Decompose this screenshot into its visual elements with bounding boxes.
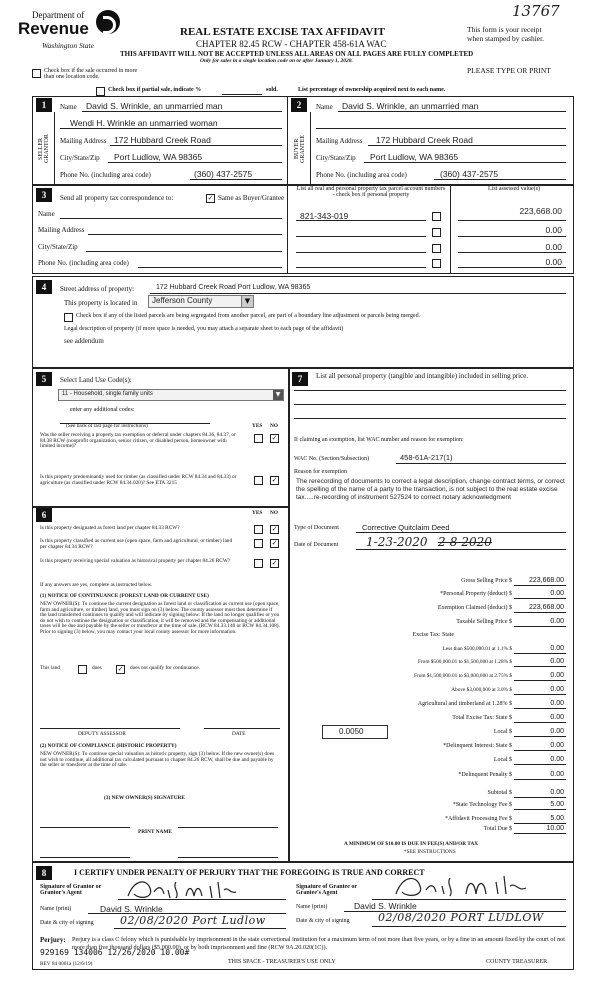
buyer-phone[interactable]: (360) 437-2575 [440,169,499,179]
percentage-note: List percentage of ownership acquired next to each name. [298,87,446,93]
local-rate-box[interactable] [322,725,388,739]
seller-name-1[interactable]: David S. Wrinkle, an unmarried man [86,101,223,111]
form-chapter: CHAPTER 82.45 RCW - CHAPTER 458-61A WAC [196,39,387,49]
form-warning: THIS AFFIDAVIT WILL NOT BE ACCEPTED UNLESS ALL AREAS ON ALL PAGES ARE FULLY COMPLETED [120,50,474,58]
parcel-2-personal-checkbox[interactable] [432,228,441,237]
personal-property-line-2[interactable] [294,404,566,405]
grantee-name-label: Name (print) [296,904,328,910]
buyer-grantee-label: BUYER GRANTEE [294,135,306,163]
same-as-buyer-label: Same as Buyer/Grantee [218,194,285,202]
partial-sale-percent-field[interactable] [222,94,262,95]
personal-property-label: List all personal property (tangible and intangible) included in selling price. [316,372,529,380]
this-land-label: This land [40,665,60,671]
chevron-down-icon: ▼ [273,390,283,400]
multiple-locations-checkbox[interactable] [32,69,41,78]
row-value[interactable]: 0.00 [550,771,564,778]
seller-grantor-label: SELLER GRANTOR [38,134,50,164]
parcel-value-4[interactable]: 0.00 [545,257,562,267]
sec5-q2-yes-checkbox[interactable] [254,476,263,485]
parcel-number-1[interactable]: 821-343-019 [300,211,349,221]
street-address-label: Street address of property: [60,285,135,293]
row-value[interactable]: 223,668.00 [528,604,564,611]
seller-phone-label: Phone No. (including area code) [60,171,151,179]
partial-sale-label: Check box if partial sale, indicate % [108,87,202,93]
section-8-number: 8 [36,866,52,880]
notice-compliance-text: NEW OWNER(S): To continue special valuation as historic property, sign (3) below. If the new owner(s) does not wish to continue, all additional tax calculated pursuant to chapter 84.26 RCW, shall be due and payable by the seller or transferor at the time of sale. [40,751,275,769]
seller-address[interactable]: 172 Hubbard Creek Road [114,135,211,145]
see-instructions-note: *SEE INSTRUCTIONS [404,849,456,855]
doc-type-label: Type of Document [294,525,339,531]
same-as-buyer-checkbox[interactable]: ✓ [207,194,214,202]
receipt-note-1: This form is your receipt [467,25,542,34]
form-title: REAL ESTATE EXCISE TAX AFFIDAVIT [180,26,385,38]
row-label: Local $ [493,757,512,763]
parcel-value-2[interactable]: 0.00 [545,225,562,235]
buyer-address-label: Mailing Address [316,137,363,145]
treasurer-receipt-stamp: 929169 134006 12/26/2020 10.00# [40,948,190,957]
grantor-name-label: Name (print) [40,906,72,912]
row-label: From $1,500,000.01 to $3,000,000 at 2.75% $ [414,673,512,679]
deputy-date-label: DATE [232,731,246,737]
rev-form-number: REV 84 0001a (12/6/19) [40,961,93,967]
minimum-fee-note: A MINIMUM OF $10.00 IS DUE IN FEE(S) AND/OR TAX [344,841,479,847]
row-label: Less than $500,000.01 at 1.1% $ [442,646,512,652]
grantor-date-city[interactable]: 02/08/2020 Port Ludlow [120,914,266,927]
buyer-name-1[interactable]: David S. Wrinkle, an unmarried man [342,101,479,111]
seller-address-label: Mailing Address [60,137,107,145]
segregated-checkbox[interactable] [64,313,73,322]
row-value[interactable]: 0.00 [550,618,564,625]
parcel-4-personal-checkbox[interactable] [432,259,441,268]
parcel-value-3[interactable]: 0.00 [545,242,562,252]
sec6-question-1: Is this property designated as forest land per chapter 84.33 RCW? [40,525,180,531]
notice-continuance-text: NEW OWNER(S): To continue the current designation as forest land or classification as current use (open space, farm and agriculture, or timber) land, you must sign on (3) below. The county assessor must then determine if the land transferred continues to qualify and will indicate by signing below. If the land no longer qualifies or you do not wish to continue the designation or classification, it will be removed and the compensating or additional taxes will be due and payable by the seller or transferor at the time of sale. (RCW 84.33.140 or RCW 84.34.108). Prior to signing (3) below, you may contact your local county assessor for more information. [40,601,280,635]
certify-statement: I CERTIFY UNDER PENALTY OF PERJURY THAT THE FOREGOING IS TRUE AND CORRECT [74,868,425,877]
property-street-address[interactable]: 172 Hubbard Creek Road Port Ludlow, WA 98365 [156,284,311,291]
sec5-q1-no-checkbox[interactable]: ✓ [271,434,278,442]
grantor-date-label: Date & city of signing [40,920,94,926]
row-label: *Delinquent Penalty $ [458,772,512,778]
buyer-name-label: Name [316,103,333,111]
row-value[interactable]: 10.00 [546,825,564,832]
multiple-locations-label: Check box if the sale occurred in more than one location code. [44,68,138,81]
grantee-signature-label: Signature of Grantee or Grantee's Agent [296,884,357,897]
row-value[interactable]: 0.00 [550,645,564,652]
row-label: Total Excise Tax: State $ [452,715,512,721]
row-label: Local $ [493,729,512,735]
row-label: From $500,000.01 to $1,500,000 at 1.28% $ [417,659,512,665]
notice-compliance-title: (2) NOTICE OF COMPLIANCE (HISTORIC PROPERTY) [40,743,177,749]
row-label: *Affidavit Processing Fee $ [444,816,512,822]
sec5-no-header: NO [270,423,278,429]
deputy-assessor-label: DEPUTY ASSESSOR [78,731,126,737]
type-or-print: PLEASE TYPE OR PRINT [467,66,551,75]
partial-sale-checkbox[interactable] [96,87,105,96]
new-owner-signature-label: (3) NEW OWNER(S) SIGNATURE [104,795,185,801]
sec6-question-3: Is this property receiving special valuation as historical property per chapter 84.26 RCW? [40,558,231,564]
segregated-label: Check box if any of the listed parcels are being segregated from another parcel, are part of a boundary line adjustment or parcels being merged. [76,313,421,319]
print-name-label: PRINT NAME [138,829,172,835]
sec5-yes-header: YES [252,423,263,429]
form-only-for: Only for sales in a single location code on or after January 1, 2020. [200,58,353,64]
legal-description-label: Legal description of property (if more space is needed, you may attach a separate sheet to each page of the affidavit) [64,326,344,332]
personal-property-line-3[interactable] [294,418,566,419]
row-value[interactable]: 0.00 [550,728,564,735]
row-value[interactable]: 0.00 [550,686,564,693]
row-label: Excise Tax: State [412,632,454,638]
row-value[interactable]: 0.00 [550,658,564,665]
assessed-header: List assessed value(s) [488,186,540,192]
sec6-q1-no-checkbox[interactable]: ✓ [271,525,278,533]
sec6-no-header: NO [270,510,278,516]
section-3-number: 3 [36,188,52,202]
treasurer-use-note: THIS SPACE - TREASURER'S USE ONLY [228,959,336,965]
local-rate-value: 0.0050 [339,727,364,736]
row-label: *State Technology Fee $ [452,802,512,808]
section-6-number: 6 [36,508,52,522]
sec5-question-2: Is this property predominantly used for timber (as classified under RCW 84.34 and 84.33) or agriculture (as classified under RCW 84.34.020)? See ETA 3215 [40,474,237,486]
new-owner-signature-line-1[interactable] [40,827,130,828]
grantee-print-name[interactable]: David S. Wrinkle [354,901,417,911]
row-value[interactable]: 0.00 [550,672,564,679]
additional-codes-label: enter any additional codes: [70,407,135,413]
sec6-yes-header: YES [252,510,263,516]
handwritten-stamp-number: 13767 [512,2,560,20]
sec6-q1-yes-checkbox[interactable] [254,525,263,534]
section-7-number: 7 [292,372,308,386]
row-label: Above $3,000,000 at 3.0% $ [451,687,512,693]
wac-number[interactable]: 458-61A-217(1) [400,453,453,462]
row-label: Taxable Selling Price $ [456,619,512,625]
buyer-city[interactable]: Port Ludlow, WA 98365 [370,152,459,162]
grantor-signature-label: Signature of Grantor or Grantor's Agent [40,884,102,897]
wac-label: WAC No. (Section/Subsection) [294,456,370,462]
row-label: Subtotal $ [487,790,512,796]
sec6-q2-no-checkbox[interactable]: ✓ [271,539,278,547]
print-name-line-1[interactable] [40,857,130,858]
county-select-value: Jefferson County [152,296,213,305]
section-4-number: 4 [36,280,52,294]
row-value[interactable]: 0.00 [550,714,564,721]
sec5-q2-no-checkbox[interactable]: ✓ [271,476,278,484]
doc-date-struck: 2-8-2020 [438,535,492,549]
deputy-assessor-line[interactable] [40,728,180,729]
seller-city-label: City/State/Zip [60,154,100,162]
grantee-date-city[interactable]: 02/08/2020 PORT LUDLOW [378,911,544,924]
receipt-note-2: when stamped by cashier. [467,34,545,43]
doc-date-label: Date of Document [294,542,339,548]
sec5-q1-yes-checkbox[interactable] [254,434,263,443]
row-value[interactable]: 0.00 [550,700,564,707]
row-label: Gross Selling Price $ [461,578,512,584]
correspondence-address-label: Mailing Address [38,226,85,234]
send-correspondence-label: Send all property tax correspondence to: [60,194,174,202]
correspondence-phone-label: Phone No. (including area code) [38,259,129,267]
row-value[interactable]: 223,668.00 [528,577,564,584]
seller-city[interactable]: Port Ludlow, WA 98365 [114,152,203,162]
chevron-down-icon: ▼ [241,296,253,307]
section-2-number: 2 [291,98,307,112]
doc-date[interactable]: 1-23-2020 [366,535,428,549]
notice-continuance-title: (1) NOTICE OF CONTINUANCE (FOREST LAND OR CURRENT USE) [40,593,209,599]
row-value[interactable]: 0.00 [550,742,564,749]
parcel-value-1[interactable]: 223,668.00 [519,206,562,216]
grantee-date-label: Date & city of signing [296,918,350,924]
row-value[interactable]: 5.00 [550,815,564,822]
sec6-q2-yes-checkbox[interactable] [254,539,263,548]
grantor-signature[interactable] [124,876,274,902]
land-use-label: Select Land Use Code(s): [60,376,132,384]
grantee-signature[interactable] [392,872,552,900]
land-does-not-checkbox[interactable]: ✓ [117,665,124,673]
perjury-label: Perjury: [40,936,66,944]
row-value[interactable]: 0.00 [550,756,564,763]
row-label: Exemption Claimed (deduct) $ [437,605,512,611]
sec5-question-1: Was the seller receiving a property tax exemption or deferral under chapters 84.36, 84.37, or 84.38 RCW (nonprofit organization, senior citizen, or disabled person, homeowner with limited income)? [40,432,236,450]
print-name-line-2[interactable] [178,857,278,858]
seller-name-label: Name [60,103,77,111]
buyer-phone-label: Phone No. (including area code) [316,171,407,179]
deputy-date-line[interactable] [204,728,280,729]
doc-type[interactable]: Corrective Quitclaim Deed [362,523,450,532]
county-treasurer-label: COUNTY TREASURER [486,959,548,965]
perjury-statement: Perjury is a class C felony which is punishable by imprisonment in the state correctional institution for a maximum term of not more than five years, or by a fine in an amount fixed by the court of not more than five thousand dollars ($5,000.00), or by both imprisonment and fine (RCW 9A.20.020(1C)). [72,936,565,951]
sec6-q3-no-checkbox[interactable]: ✓ [271,559,278,567]
land-does-checkbox[interactable] [78,665,87,674]
parcel-3-personal-checkbox[interactable] [432,244,441,253]
row-label: *Personal Property (deduct) $ [440,591,512,597]
row-label: *Delinquent Interest: State $ [443,743,512,749]
buyer-address[interactable]: 172 Hubbard Creek Road [376,135,473,145]
new-owner-signature-line-2[interactable] [178,827,278,828]
row-value[interactable]: 0.00 [550,789,564,796]
row-value[interactable]: 0.00 [550,590,564,597]
section-1-number: 1 [36,98,52,112]
parcel-header: List all real and personal property tax parcel account numbers - check box if personal property [296,186,446,199]
revenue-logo-mark-icon [96,10,120,34]
row-label: Total Due $ [483,826,512,832]
correspondence-name-label: Name [38,210,55,218]
parcel-1-personal-checkbox[interactable] [432,212,441,221]
exemption-reason[interactable]: The rerecording of documents to correct a legal description, change contract terms, or correct the spelling of the name of a party to the transaction, is not subject to the real estate excise tax.....re-recording of instrument 527524 to correct notary acknowledgment [296,478,565,501]
if-yes-note: If any answers are yes, complete as instructed below. [40,582,153,588]
row-value[interactable]: 5.00 [550,801,564,808]
land-use-select-value: 11 - Household, single family units [62,391,153,397]
section-5-number: 5 [36,372,52,386]
sec6-q3-yes-checkbox[interactable] [254,559,263,568]
county-select[interactable] [148,295,254,308]
located-in-label: This property is located in [64,299,138,307]
sec6-question-2: Is this property classified as current use (open space, farm and agricultural, or timber) land per chapter 84.34 RCW? [40,538,233,550]
seller-phone[interactable]: (360) 437-2575 [194,169,253,179]
legal-description-value[interactable]: see addendum [64,337,104,345]
does-label: does [92,665,102,671]
does-not-label: does not qualify for continuance. [130,665,200,671]
grantor-print-name[interactable]: David S. Wrinkle [100,904,163,914]
sold-label: sold. [266,87,278,93]
seller-name-2[interactable]: Wendi H. Wrinkle an unmarried woman [70,118,218,128]
land-use-select[interactable] [58,389,284,401]
correspondence-city-label: City/State/Zip [38,243,78,251]
reason-label: Reason for exemption [294,469,347,475]
row-label: Agricultural and timberland at 1.28% $ [417,701,512,707]
buyer-city-label: City/State/Zip [316,154,356,162]
exemption-label: If claiming an exemption, list WAC number and reason for exemption: [294,437,464,443]
personal-property-line-1[interactable] [294,390,566,391]
see-back-note: (See back of last page for instructions) [66,423,148,429]
